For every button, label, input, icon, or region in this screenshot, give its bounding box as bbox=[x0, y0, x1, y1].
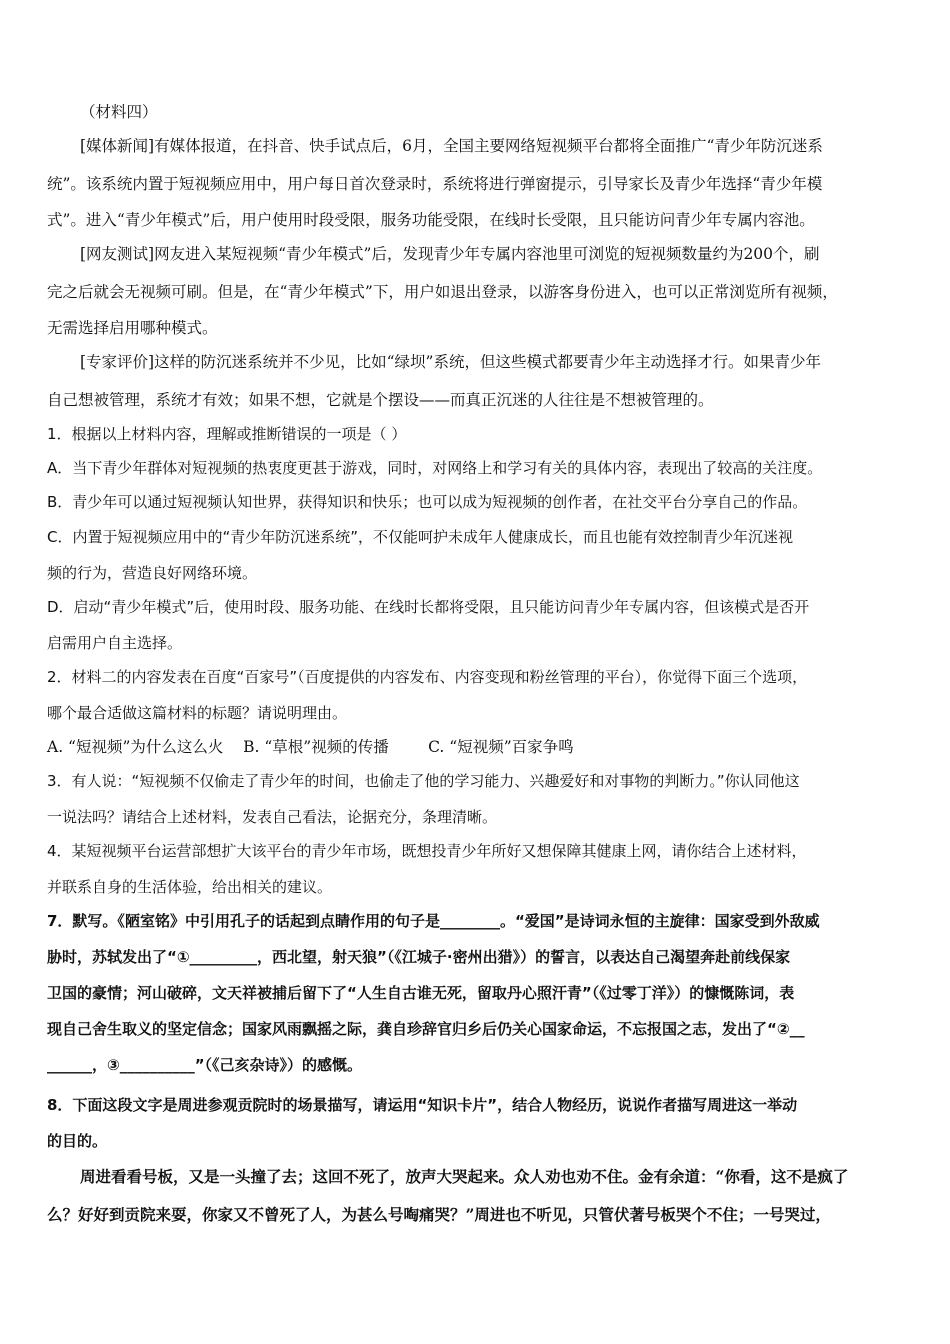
q4-line-2: 并联系自身的生活体验，给出相关的建议。 bbox=[47, 878, 333, 896]
q7-line-5: ______，③__________”（《己亥杂诗》）的感慨。 bbox=[47, 1056, 363, 1074]
q8-stem-line-2: 的目的。 bbox=[47, 1132, 108, 1150]
q2-stem-line-2: 哪个最合适做这篇材料的标题？请说明理由。 bbox=[47, 704, 348, 722]
q1-option-a: A．当下青少年群体对短视频的热衷度更甚于游戏，同时，对网络上和学习有关的具体内容，表现出了较高的关注度。 bbox=[47, 459, 823, 477]
q1-option-d-line-2: 启需用户自主选择。 bbox=[47, 634, 183, 652]
media-news-line-3: 式”。进入“青少年模式”后，用户使用时段受限，服务功能受限，在线时长受限，且只能访问青少年专属内容池。 bbox=[47, 211, 815, 229]
q4-line-1: 4．某短视频平台运营部想扩大该平台的青少年市场，既想投青少年所好又想保障其健康上网，请你结合上述材料， bbox=[47, 842, 807, 860]
q1-option-c-line-2: 频的行为，营造良好网络环境。 bbox=[47, 564, 258, 582]
expert-review-line-1: [专家评价]这样的防沉迷系统并不少见，比如“绿坝”系统，但这些模式都要青少年主动选择才行。如果青少年 bbox=[80, 353, 821, 371]
q7-line-4: 现自己舍生取义的坚定信念；国家风雨飘摇之际，龚自珍辞官归乡后仍关心国家命运，不忘报国之志，发出了“②__ bbox=[47, 1020, 805, 1038]
netizen-test-line-3: 无需选择启用哪种模式。 bbox=[47, 319, 218, 337]
q2-stem-line-1: 2．材料二的内容发表在百度“百家号”（百度提供的内容发布、内容变现和粉丝管理的平台），你觉得下面三个选项， bbox=[47, 668, 808, 686]
q1-stem: 1．根据以上材料内容，理解或推断错误的一项是（ ） bbox=[47, 425, 407, 443]
q7-line-1: 7．默写。《陋室铭》中引用孔子的话起到点睛作用的句子是________。“爱国”是诗词永恒的主旋律：国家受到外敌威 bbox=[47, 912, 820, 930]
q7-line-2: 胁时，苏轼发出了“①_________，西北望，射天狼”（《江城子·密州出猎》）的誓言，以表达自己渴望奔赴前线保家 bbox=[47, 948, 791, 966]
q8-passage-line-2: 么？好好到贡院来耍，你家又不曾死了人，为甚么号啕痛哭？”周进也不听见，只管伏著号板哭个不住；一号哭过， bbox=[47, 1205, 831, 1224]
media-news-line-1: [媒体新闻]有媒体报道，在抖音、快手试点后，6月，全国主要网络短视频平台都将全面推广“青少年防沉迷系 bbox=[80, 137, 823, 155]
material4-heading: （材料四） bbox=[80, 103, 158, 121]
q8-stem-line-1: 8．下面这段文字是周进参观贡院时的场景描写，请运用“知识卡片”，结合人物经历，说说作者描写周进这一举动 bbox=[47, 1096, 798, 1114]
q3-line-1: 3．有人说：“短视频不仅偷走了青少年的时间，也偷走了他的学习能力、兴趣爱好和对事物的判断力。”你认同他这 bbox=[47, 772, 800, 790]
q3-line-2: 一说法吗？请结合上述材料，发表自己看法，论据充分，条理清晰。 bbox=[47, 808, 498, 826]
q1-option-c-line-1: C．内置于短视频应用中的“青少年防沉迷系统”，不仅能呵护未成年人健康成长，而且也能有效控制青少年沉迷视 bbox=[47, 528, 794, 546]
q7-line-3: 卫国的豪情；河山破碎，文天祥被捕后留下了“人生自古谁无死，留取丹心照汗青”（《过零丁洋》）的慷慨陈词，表 bbox=[47, 984, 795, 1002]
q1-option-d-line-1: D．启动“青少年模式”后，使用时段、服务功能、在线时长都将受限，且只能访问青少年专属内容，但该模式是否开 bbox=[47, 598, 810, 616]
q8-passage-line-1: 周进看看号板，又是一头撞了去；这回不死了，放声大哭起来。众人劝也劝不住。金有余道：“你看，这不是疯了 bbox=[80, 1167, 849, 1186]
q1-option-b: B．青少年可以通过短视频认知世界，获得知识和快乐；也可以成为短视频的创作者，在社交平台分享自己的作品。 bbox=[47, 493, 808, 511]
expert-review-line-2: 自己想被管理，系统才有效；如果不想，它就是个摆设——而真正沉迷的人往往是不想被管理的。 bbox=[47, 391, 714, 409]
netizen-test-line-2: 完之后就会无视频可刷。但是，在“青少年模式”下，用户如退出登录，以游客身份进入，也可以正常浏览所有视频， bbox=[47, 283, 838, 301]
media-news-line-2: 统”。该系统内置于短视频应用中，用户每日首次登录时，系统将进行弹窗提示，引导家长及青少年选择“青少年模 bbox=[47, 175, 823, 193]
netizen-test-line-1: [网友测试]网友进入某短视频“青少年模式”后，发现青少年专属内容池里可浏览的短视频数量约为200个，刷 bbox=[80, 245, 820, 263]
q2-options: A. “短视频”为什么这么火 B. “草根”视频的传播 C. “短视频”百家争鸣 bbox=[47, 738, 574, 756]
